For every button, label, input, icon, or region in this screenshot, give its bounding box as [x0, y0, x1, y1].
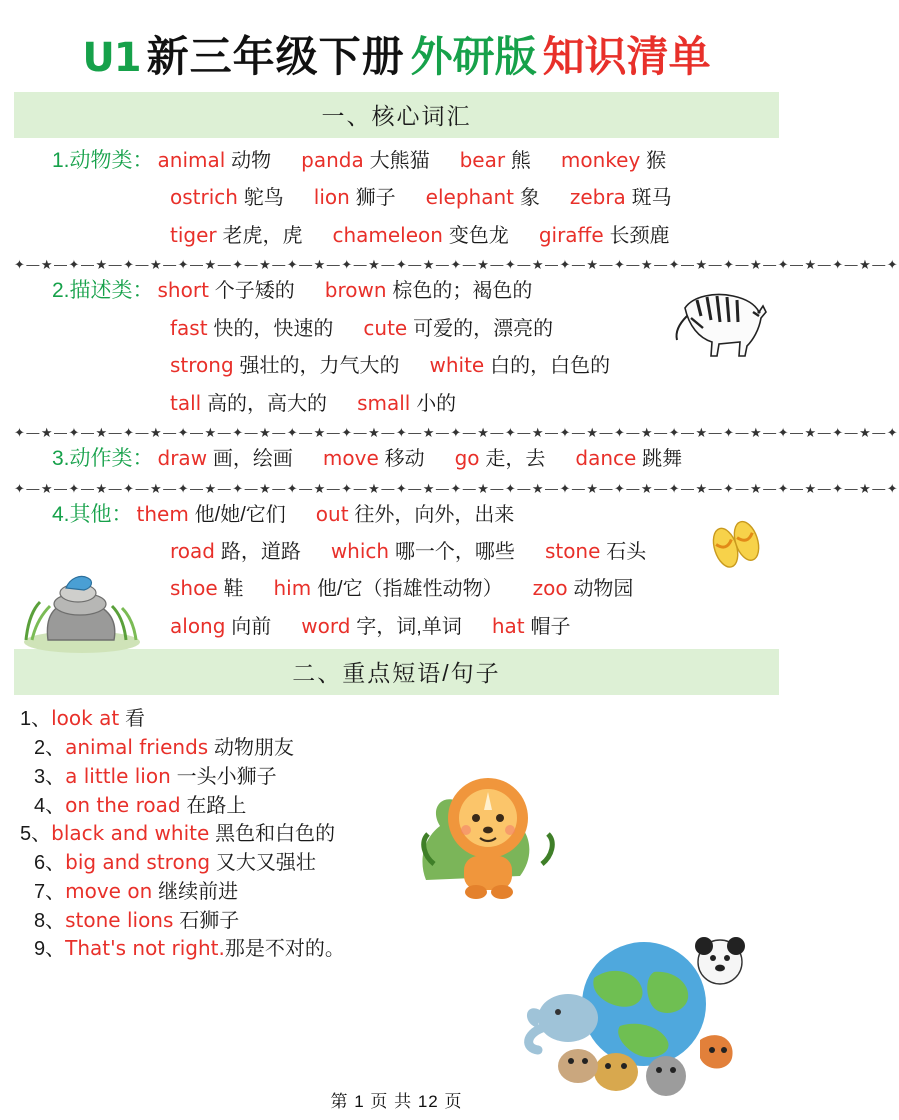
vocab-item: strong 强壮的，力气大的 [170, 353, 400, 378]
vocab-item: animal 动物 [157, 148, 272, 172]
vocab-item: out 往外，向外，出来 [315, 501, 515, 526]
vocab-item: shoe 鞋 [170, 576, 244, 601]
phrase-item: 5、black and white 黑色和白色的 [20, 821, 336, 846]
vocab-row [20, 146, 773, 176]
vocab-item: lion 狮子 [313, 185, 396, 210]
phrase-item: 2、animal friends 动物朋友 [34, 735, 295, 760]
title-publisher: 外研版 [410, 33, 537, 80]
divider: ✦—★—✦—★—✦—★—✦—★—✦—★—✦—★—✦—★—✦—★—✦—★—✦—★—✦—★—✦—★—✦—★—✦—★—✦—★—✦—★—✦ [14, 480, 899, 496]
vocab-item: chameleon 变色龙 [332, 222, 509, 247]
vocab-item: stone 石头 [544, 538, 647, 563]
vocab-items [20, 221, 773, 251]
vocab-item: bear 熊 [459, 148, 531, 172]
vocab-row [20, 314, 773, 344]
vocab-item: monkey 猴 [560, 148, 667, 172]
vocab-item: small 小的 [357, 390, 457, 415]
page-title [14, 24, 779, 84]
vocab-group-label: 4.其他： [52, 502, 133, 526]
section-header-vocabulary: 一、核心词汇 [14, 92, 779, 138]
vocab-item: tall 高的，高大的 [170, 390, 328, 415]
vocab-item: ostrich 鸵鸟 [170, 185, 284, 210]
vocab-item: short 个子矮的 [157, 278, 295, 303]
vocab-item: white 白的，白色的 [429, 353, 611, 378]
vocab-item: panda 大熊猫 [301, 148, 430, 172]
phrase-item: 9、That's not right.那是不对的。 [34, 936, 345, 961]
section-header-phrases: 二、重点短语/句子 [14, 649, 779, 695]
phrase-list [14, 703, 779, 964]
vocab-item: go 走，去 [454, 446, 546, 471]
vocab-item: zoo 动物园 [532, 576, 634, 601]
vocab-row [20, 389, 773, 419]
vocab-items [158, 146, 773, 176]
vocab-group-label: 2.描述类： [52, 279, 154, 303]
phrase-item: 4、on the road 在路上 [34, 792, 247, 817]
title-unit: U1 [82, 35, 141, 81]
page-footer: 第 1 页 共 12 页 [330, 1092, 463, 1111]
vocab-row [20, 221, 773, 251]
slippers-image [705, 520, 769, 568]
vocab-group-descriptive [14, 276, 779, 419]
vocab-group-label: 3.动作类： [52, 447, 154, 471]
divider: ✦—★—✦—★—✦—★—✦—★—✦—★—✦—★—✦—★—✦—★—✦—★—✦—★—✦—★—✦—★—✦—★—✦—★—✦—★—✦—★—✦ [14, 425, 899, 441]
phrase-item: 3、a little lion 一头小狮子 [34, 763, 277, 788]
vocab-item: along 向前 [170, 613, 272, 638]
vocab-items [158, 444, 773, 474]
vocab-item: road 路，道路 [170, 538, 301, 563]
phrase-item: 8、stone lions 石狮子 [34, 907, 240, 932]
vocab-item: word 字，词,单词 [301, 613, 462, 638]
vocab-row [20, 500, 773, 530]
vocab-item: draw 画，绘画 [157, 446, 293, 471]
vocab-item: elephant 象 [425, 185, 540, 210]
vocab-items [20, 389, 773, 419]
vocab-row [20, 351, 773, 381]
vocab-items [20, 183, 773, 213]
vocab-group-animals [14, 146, 779, 251]
vocab-items [20, 314, 773, 344]
vocab-item: them 他/她/它们 [136, 501, 286, 526]
title-main: 新三年级下册 [146, 33, 405, 80]
vocab-item: him 他/它（指雄性动物） [273, 576, 503, 601]
stone-image [18, 548, 148, 654]
vocab-item: giraffe 长颈鹿 [538, 222, 670, 247]
vocab-item: which 哪一个，哪些 [330, 538, 515, 563]
zebra-image [667, 272, 777, 362]
phrase-item: 7、move on 继续前进 [34, 878, 239, 903]
vocab-item: brown 棕色的；褐色的 [324, 278, 533, 303]
phrase-item: 6、big and strong 又大又强壮 [34, 850, 316, 875]
vocab-group-actions [14, 444, 779, 474]
vocab-item: hat 帽子 [491, 613, 571, 638]
vocab-row [20, 444, 773, 474]
vocab-group-label: 1.动物类： [52, 149, 154, 172]
vocab-item: zebra 斑马 [569, 185, 672, 210]
divider: ✦—★—✦—★—✦—★—✦—★—✦—★—✦—★—✦—★—✦—★—✦—★—✦—★—✦—★—✦—★—✦—★—✦—★—✦—★—✦—★—✦ [14, 257, 899, 273]
vocab-items [137, 500, 773, 530]
vocab-items [20, 351, 773, 381]
vocab-row [20, 276, 773, 306]
vocab-item: move 移动 [322, 446, 425, 471]
vocab-item: dance 跳舞 [575, 446, 683, 471]
phrase-item: 1、look at 看 [20, 706, 146, 731]
vocab-item: cute 可爱的，漂亮的 [363, 315, 554, 340]
vocab-row [20, 183, 773, 213]
vocab-item: fast 快的，快速的 [170, 315, 334, 340]
title-suffix: 知识清单 [542, 33, 711, 80]
vocab-item: tiger 老虎，虎 [170, 222, 303, 247]
